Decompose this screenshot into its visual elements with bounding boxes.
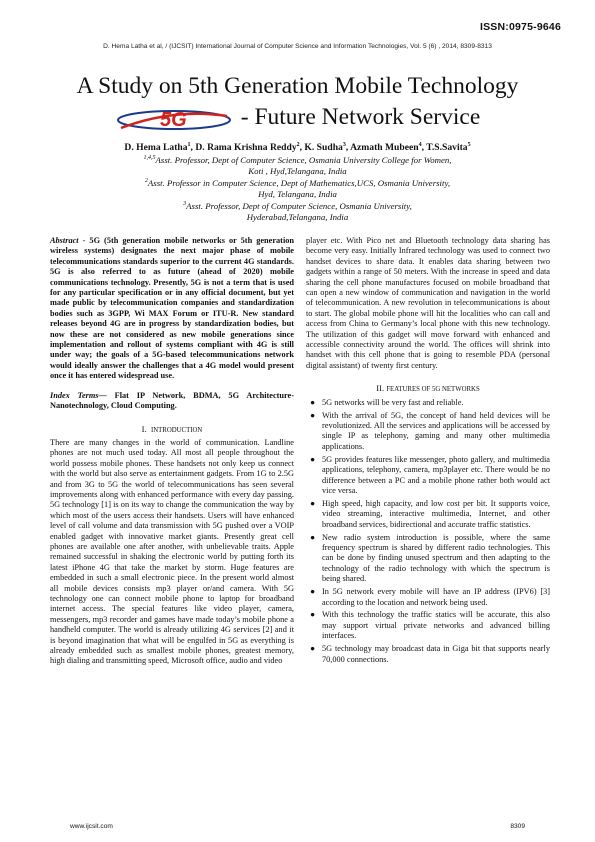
list-item bbox=[306, 587, 550, 608]
bullet-icon: ● bbox=[310, 498, 316, 508]
section-title: INTRODUCTION bbox=[150, 426, 203, 434]
bullet-icon: ● bbox=[310, 532, 316, 542]
logo-text: 5G bbox=[159, 108, 187, 131]
list-item-text: New radio system introduction is possible, where the same frequency spectrum is shared by different radio technologies. This can be done by finding unused spectrum and then adapting to the technology of the radio technology with which the spectrum is being shared. bbox=[322, 532, 550, 584]
introduction-paragraph: There are many changes in the world of communication. Landline phones are not much used today. All most all people throughout the world possess mobile phones. These handsets not only keep us connect with the world but also serve as entertainment gadgets. From 1G to 2.5G and from 3G to 5G the world of telecommunications has seen several improvements along with enhanced performance with every day passing. 5G technology [1] is on its way to change the communication the way by which most of the users access their handsets. Users will have enhanced level of call volume and data transmission with 5G pushed over a VOIP enabled gadget with innovative market giants. Presently great cell phones are available one after another, with unbelievable traits. Apple remained successful in shaking the electronic world by putting forth its latest iPhone 4G that take the market by storm. Huge features are embedded in such a small electronic piece. In the present world almost all mobile devices consists mp3 player or/and camera. With 5G technology one can connect mobile phone to laptop for broadband internet access. The special features like video player, camera, messengers, mp3 recorder and games have made today’s mobile phone a handheld computer. The world is already utilizing 4G services [2] and it is beyond imagination that what will be engulfed in 5G as everything is already embedded such as smallest mobile phones, greatest memory, high dialing and transmitting speed, Microsoft office, audio and video bbox=[50, 437, 294, 666]
index-terms-label: Index Terms— bbox=[50, 390, 107, 400]
paper-title-line-2-text: - Future Network Service bbox=[240, 104, 481, 130]
affiliation-2 bbox=[40, 178, 555, 200]
section-title: FEATURES OF 5G NETWORKS bbox=[386, 386, 480, 394]
affiliation-line: Hyderabad,Telangana, India bbox=[246, 212, 349, 222]
index-terms-text: Flat IP Network, BDMA, 5G Architecture-Nanotechnology, Cloud Computing. bbox=[50, 390, 294, 411]
list-item-text: 5G networks will be very fast and reliable. bbox=[322, 397, 464, 407]
author-sup: 3 bbox=[342, 141, 346, 148]
features-list bbox=[306, 398, 550, 665]
issn-label: ISSN:0975-9646 bbox=[479, 21, 561, 33]
list-item-text: In 5G network every mobile will have an IP address (IPV6) [3] according to the location and network being used. bbox=[322, 587, 550, 607]
right-column bbox=[306, 236, 550, 667]
list-item-text: High speed, high capacity, and low cost per bit. It supports voice, video streaming, interactive multimedia, Internet, and other broadband services, bidirectional and accurate traffic statistics. bbox=[322, 498, 550, 529]
bullet-icon: ● bbox=[310, 610, 316, 620]
list-item-text: With this technology the traffic statics will be accurate, this also may support virtual private networks and advanced billing interfaces. bbox=[322, 610, 550, 641]
list-item bbox=[306, 644, 550, 665]
bullet-icon: ● bbox=[310, 397, 316, 407]
list-item-text: With the arrival of 5G, the concept of hand held devices will be revolutionized. All the services and applications will be accessed by single IP as telephony, gaming and many other multimedia applications. bbox=[322, 410, 550, 451]
list-item bbox=[306, 411, 550, 453]
abstract-label: Abstract - bbox=[50, 236, 86, 245]
affiliation-line: Hyd, Telangana, India bbox=[258, 189, 337, 199]
author-name: , Azmath Mubeen bbox=[345, 142, 419, 153]
affiliation-sup: 3 bbox=[183, 201, 187, 208]
bullet-icon: ● bbox=[310, 410, 316, 420]
running-header: D. Hema Latha et al, / (IJCSIT) International Journal of Computer Science and Information Technologies, Vol. 5 (6) , 2014, 8309-8313 bbox=[103, 43, 492, 50]
list-item bbox=[306, 499, 550, 530]
list-item bbox=[306, 455, 550, 497]
bullet-icon: ● bbox=[310, 644, 316, 654]
list-item-text: 5G provides features like messenger, photo gallery, and multimedia applications, telephony, camera, mp3player etc. There would be no difference between a PC and a mobile phone rather both would act vice versa. bbox=[322, 454, 550, 495]
list-item-text: 5G technology may broadcast data in Giga bit that supports nearly 70,000 connections. bbox=[322, 644, 550, 664]
paper-title-line-2 bbox=[0, 103, 595, 133]
abstract-text: 5G (5th generation mobile networks or 5th generation wireless systems) designates the next major phase of mobile telecommunications standards superior to the current 4G standards. 5G is also referred to as future (ahead of 2020) mobile communications technology. Presently, 5G is not a term that is used for any particular specification or in any official document, but yet made public by telecommunication companies and standardization bodies such as 3GPP, Wi MAX Forum or ITU-R. New standard releases beyond 4G are in progress by standardization bodies, but now these are not considered as new mobile generations since implementation and rollout of systems compliant with 4G is still under way; the goals of a 5G-based telecommunications network would ideally answer the challenges that a 4G model would present once it has entered widespread use. bbox=[50, 236, 295, 381]
author-sup: 1 bbox=[187, 141, 191, 148]
bullet-icon: ● bbox=[310, 587, 316, 597]
list-item bbox=[306, 533, 550, 585]
list-item bbox=[306, 398, 550, 408]
page-number: 8309 bbox=[510, 823, 525, 830]
author-name: , D. Rama Krishna Reddy bbox=[190, 142, 297, 153]
affiliation-sup: 2 bbox=[144, 178, 148, 185]
continued-paragraph: player etc. With Pico net and Bluetooth technology data sharing has become very easy. Initially Infrared technology was used to connect two handset devices to share data. It enables data sharing between two gadgets within a range of 50 meters. With the increase in speed and data sharing the cell phone manufactures focused on mobile broadband that can open a new window of communication and navigation in the world of telecommunication. A new revolution in telecommunications is about to start. The global mobile phone will hit the localities who can call and access from China to Germany’s local phone with this new technology. The utilization of this gadget will move forward with enhanced and accessible connectivity around the world. The offices will shrink into handset with this cell phone that is going to resemble PDA (personal digital assistant) of twenty first century. bbox=[306, 236, 550, 370]
bullet-icon: ● bbox=[310, 454, 316, 464]
affiliation-1 bbox=[40, 155, 555, 177]
affiliation-line: Koti , Hyd,Telangana, India bbox=[248, 166, 347, 176]
5g-logo-icon bbox=[115, 106, 233, 132]
author-name: , T.S.Savita bbox=[421, 142, 468, 153]
affiliation-line: Asst. Professor in Computer Science, Dept of Mathematics,UCS, Osmania University, bbox=[147, 178, 451, 188]
author-sup: 5 bbox=[467, 141, 471, 148]
section-number: I. bbox=[141, 423, 147, 434]
affiliation-3 bbox=[40, 201, 555, 223]
paper-title-line-1: A Study on 5th Generation Mobile Technology bbox=[76, 73, 519, 99]
footer-url: www.ijcsit.com bbox=[70, 823, 113, 830]
affiliation-sup: 1,4,5 bbox=[143, 155, 156, 162]
abstract bbox=[50, 236, 294, 382]
list-item bbox=[306, 610, 550, 641]
section-heading-features bbox=[306, 383, 550, 395]
section-number: II. bbox=[376, 383, 385, 394]
author-name: D. Hema Latha bbox=[124, 142, 188, 153]
author-list bbox=[30, 142, 565, 154]
author-sup: 2 bbox=[296, 141, 300, 148]
left-column bbox=[50, 236, 294, 667]
affiliation-line: Asst. Professor, Dept of Computer Science, Osmania University College for Women, bbox=[155, 155, 452, 165]
index-terms bbox=[50, 391, 294, 412]
affiliation-line: Asst. Professor, Dept of Computer Science, Osmania University, bbox=[186, 201, 412, 211]
author-name: , K. Sudha bbox=[299, 142, 343, 153]
author-sup: 4 bbox=[418, 141, 422, 148]
section-heading-introduction bbox=[50, 424, 294, 436]
